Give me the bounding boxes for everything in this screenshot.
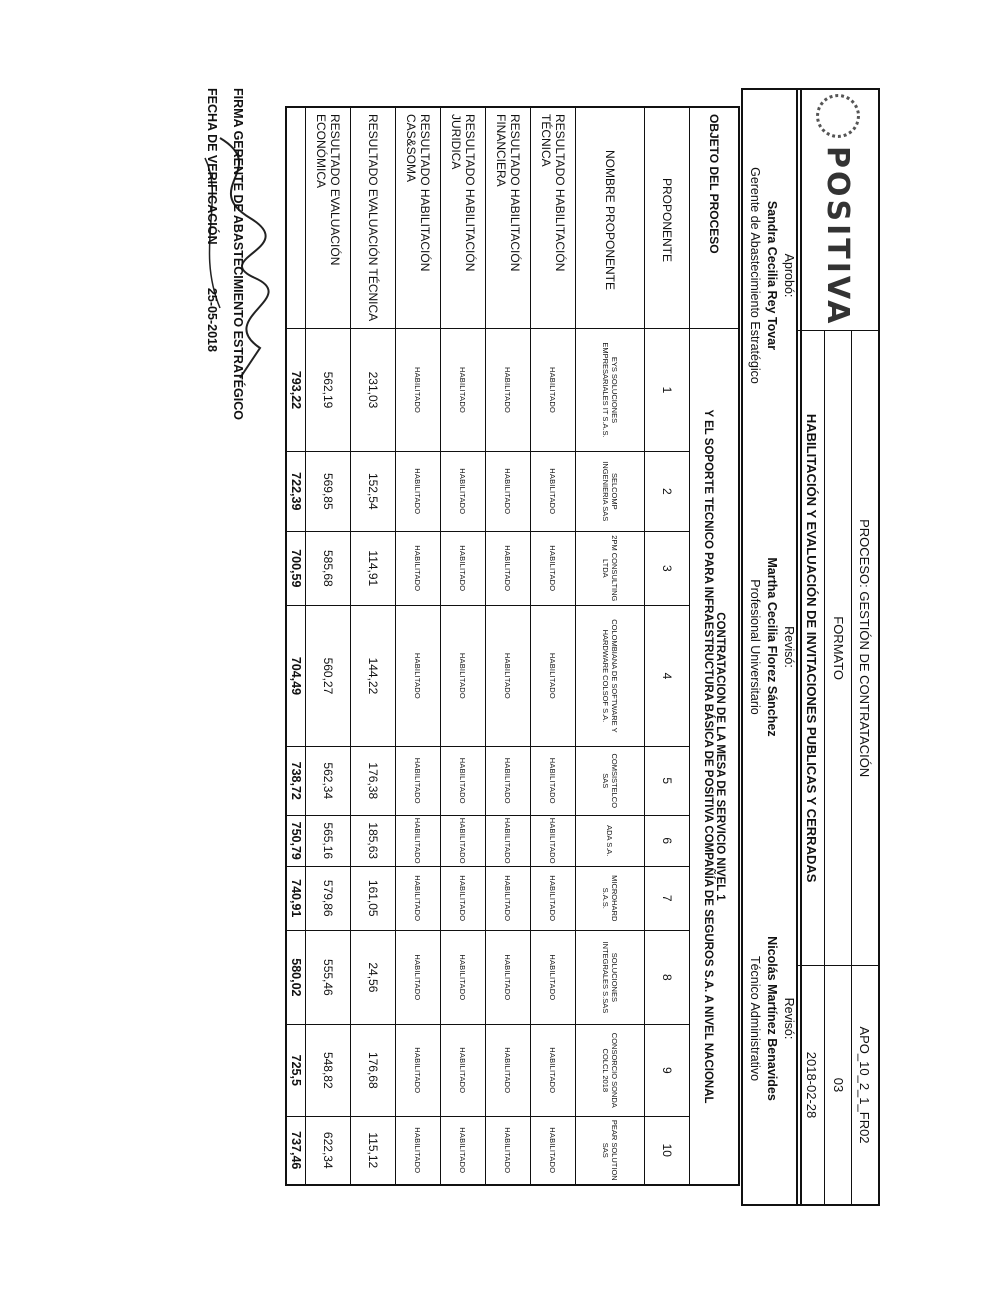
logo-mark-icon bbox=[816, 94, 860, 138]
approval-reviewed-2 bbox=[742, 833, 801, 1205]
habilitacion-financiera-2: HABILITADO bbox=[486, 451, 531, 531]
object-label: OBJETO DEL PROCESO bbox=[690, 107, 740, 329]
proponent-number-6: 6 bbox=[645, 815, 690, 866]
logo-cell bbox=[797, 89, 879, 331]
proponent-name-9: CONSORCIO SONDA COLCL 2018 bbox=[576, 1025, 645, 1117]
habilitacion-cas-3: HABILITADO bbox=[396, 531, 441, 605]
document-version: 03 bbox=[825, 966, 852, 1206]
habilitacion-tecnica-6: HABILITADO bbox=[531, 815, 576, 866]
proponent-number-8: 8 bbox=[645, 930, 690, 1024]
habilitacion-tecnica-7: HABILITADO bbox=[531, 866, 576, 930]
financiera-label: RESULTADO HABILITACIÓN FINANCIERA bbox=[486, 107, 531, 329]
habilitacion-cas-10: HABILITADO bbox=[396, 1116, 441, 1185]
habilitacion-tecnica-9: HABILITADO bbox=[531, 1025, 576, 1117]
habilitacion-juridica-9: HABILITADO bbox=[441, 1025, 486, 1117]
format-title: HABILITACIÓN Y EVALUACIÓN DE INVITACIONES PUBLICAS Y CERRADAS bbox=[797, 331, 825, 966]
proponent-number-10: 10 bbox=[645, 1116, 690, 1185]
positiva-logo bbox=[816, 94, 860, 326]
format-label: FORMATO bbox=[825, 331, 852, 966]
evaluacion-economica-2: 569,85 bbox=[306, 451, 351, 531]
habilitacion-financiera-7: HABILITADO bbox=[486, 866, 531, 930]
habilitacion-cas-1: HABILITADO bbox=[396, 329, 441, 452]
habilitacion-juridica-8: HABILITADO bbox=[441, 930, 486, 1024]
proponente-label: PROPONENTE bbox=[645, 107, 690, 329]
habilitacion-juridica-4: HABILITADO bbox=[441, 606, 486, 747]
approval-approved bbox=[742, 89, 801, 461]
habilitacion-juridica-3: HABILITADO bbox=[441, 531, 486, 605]
document-date: 2018-02-28 bbox=[797, 966, 825, 1206]
document-code: APO_10_2_1_FR02 bbox=[851, 966, 879, 1206]
approval-role: Aprobó: bbox=[782, 253, 796, 298]
approval-title: Técnico Administrativo bbox=[748, 955, 763, 1082]
proponent-number-3: 3 bbox=[645, 531, 690, 605]
approval-title: Gerente de Abastecimiento Estratégico bbox=[748, 167, 763, 384]
total-blank bbox=[286, 107, 306, 329]
proponent-name-6: ADA S.A. bbox=[576, 815, 645, 866]
evaluacion-tecnica-5: 176,38 bbox=[351, 746, 396, 815]
habilitacion-juridica-10: HABILITADO bbox=[441, 1116, 486, 1185]
total-score-2: 722,39 bbox=[286, 451, 306, 531]
total-score-4: 704,49 bbox=[286, 606, 306, 747]
proponent-number-1: 1 bbox=[645, 329, 690, 452]
habilitacion-cas-6: HABILITADO bbox=[396, 815, 441, 866]
habilitacion-tecnica-2: HABILITADO bbox=[531, 451, 576, 531]
proponent-name-1: EYS SOLUCIONES EMPRESARIALES IT S.A.S. bbox=[576, 329, 645, 452]
document-header bbox=[796, 88, 880, 1206]
total-score-1: 793,22 bbox=[286, 329, 306, 452]
object-text-line-1: CONTRATACION DE LA MESA DE SERVICIO NIVEL 1 bbox=[714, 612, 726, 901]
evaluacion-tecnica-10: 115,12 bbox=[351, 1116, 396, 1185]
habilitacion-financiera-9: HABILITADO bbox=[486, 1025, 531, 1117]
habilitacion-juridica-2: HABILITADO bbox=[441, 451, 486, 531]
approval-name: Sandra Cecilia Rey Tovar bbox=[765, 200, 780, 351]
habilitacion-cas-2: HABILITADO bbox=[396, 451, 441, 531]
habilitacion-financiera-4: HABILITADO bbox=[486, 606, 531, 747]
habilitacion-tecnica-5: HABILITADO bbox=[531, 746, 576, 815]
rotated-document bbox=[120, 88, 880, 1206]
total-score-3: 700,59 bbox=[286, 531, 306, 605]
evaluacion-tecnica-9: 176,68 bbox=[351, 1025, 396, 1117]
tecnica-label: RESULTADO HABILITACIÓN TÉCNICA bbox=[531, 107, 576, 329]
evaluacion-tecnica-4: 144,22 bbox=[351, 606, 396, 747]
evaluacion-economica-7: 579,86 bbox=[306, 866, 351, 930]
evaluacion-tecnica-8: 24,56 bbox=[351, 930, 396, 1024]
total-score-5: 738,72 bbox=[286, 746, 306, 815]
habilitacion-tecnica-4: HABILITADO bbox=[531, 606, 576, 747]
proponent-name-8: SOLUCIONES INTEGRALES S.SAS bbox=[576, 930, 645, 1024]
habilitacion-financiera-10: HABILITADO bbox=[486, 1116, 531, 1185]
evaluacion-economica-4: 560,27 bbox=[306, 606, 351, 747]
habilitacion-juridica-7: HABILITADO bbox=[441, 866, 486, 930]
habilitacion-juridica-5: HABILITADO bbox=[441, 746, 486, 815]
total-score-7: 740,91 bbox=[286, 866, 306, 930]
habilitacion-tecnica-8: HABILITADO bbox=[531, 930, 576, 1024]
proponent-name-10: PEAR SOLUTION SAS bbox=[576, 1116, 645, 1185]
evaluacion-tecnica-1: 231,03 bbox=[351, 329, 396, 452]
habilitacion-financiera-6: HABILITADO bbox=[486, 815, 531, 866]
evaluacion-tecnica-7: 161,05 bbox=[351, 866, 396, 930]
approval-name: Martha Cecilia Florez Sánchez bbox=[765, 557, 780, 737]
proponent-number-2: 2 bbox=[645, 451, 690, 531]
habilitacion-juridica-1: HABILITADO bbox=[441, 329, 486, 452]
object-text-line-2: Y EL SOPORTE TECNICO PARA INFRAESTRUCTURA BÁSICA DE POSITIVA COMPAÑÍA DE SEGUROS S.A. A NIVEL NACIONAL bbox=[702, 409, 714, 1104]
proponent-number-9: 9 bbox=[645, 1025, 690, 1117]
evaluacion-economica-8: 555,46 bbox=[306, 930, 351, 1024]
verification-date-line bbox=[205, 88, 219, 788]
habilitacion-tecnica-1: HABILITADO bbox=[531, 329, 576, 452]
object-text bbox=[690, 329, 740, 1186]
nombre-label: NOMBRE PROPONENTE bbox=[576, 107, 645, 329]
habilitacion-tecnica-10: HABILITADO bbox=[531, 1116, 576, 1185]
evaluacion-economica-3: 585,68 bbox=[306, 531, 351, 605]
proponent-name-2: SELCOMP INGENIERIA SAS bbox=[576, 451, 645, 531]
habilitacion-cas-8: HABILITADO bbox=[396, 930, 441, 1024]
evaluacion-economica-10: 622,34 bbox=[306, 1116, 351, 1185]
footer-block bbox=[193, 88, 245, 788]
approval-name: Nicolás Martínez Benavides bbox=[765, 936, 780, 1101]
evaluacion-economica-9: 548,82 bbox=[306, 1025, 351, 1117]
evaluacion-economica-5: 562,34 bbox=[306, 746, 351, 815]
proponent-name-4: COLOMBIANA DE SOFTWARE Y HARDWARE COLSOF S.A. bbox=[576, 606, 645, 747]
habilitacion-cas-7: HABILITADO bbox=[396, 866, 441, 930]
evaluacion-tecnica-2: 152,54 bbox=[351, 451, 396, 531]
eval-tecnica-label: RESULTADO EVALUACIÓN TÉCNICA bbox=[351, 107, 396, 329]
proponent-name-7: MICROHARD S.A.S. bbox=[576, 866, 645, 930]
habilitacion-cas-9: HABILITADO bbox=[396, 1025, 441, 1117]
proponent-number-5: 5 bbox=[645, 746, 690, 815]
signature-line: FIRMA GERENTE DE ABASTECIMIENTO ESTRATÉGICO bbox=[231, 88, 245, 420]
approval-role: Revisó: bbox=[782, 626, 796, 668]
approvals-block bbox=[741, 88, 802, 1206]
proponent-number-4: 4 bbox=[645, 606, 690, 747]
total-score-8: 580,02 bbox=[286, 930, 306, 1024]
habilitacion-juridica-6: HABILITADO bbox=[441, 815, 486, 866]
proponent-number-7: 7 bbox=[645, 866, 690, 930]
juridica-label: RESULTADO HABILITACIÓN JURIDICA bbox=[441, 107, 486, 329]
habilitacion-cas-5: HABILITADO bbox=[396, 746, 441, 815]
logo-text: POSITIVA bbox=[820, 146, 856, 327]
process-title: PROCESO: GESTIÓN DE CONTRATACIÓN bbox=[851, 331, 879, 966]
evaluation-table bbox=[285, 106, 740, 1186]
total-score-6: 750,79 bbox=[286, 815, 306, 866]
cas-label: RESULTADO HABILITACIÓN CAS&SOMA bbox=[396, 107, 441, 329]
habilitacion-tecnica-3: HABILITADO bbox=[531, 531, 576, 605]
total-score-10: 737,46 bbox=[286, 1116, 306, 1185]
verification-date-label: FECHA DE VERIFICACIÓN bbox=[205, 88, 219, 245]
habilitacion-cas-4: HABILITADO bbox=[396, 606, 441, 747]
total-score-9: 725,5 bbox=[286, 1025, 306, 1117]
approval-title: Profesional Universitario bbox=[748, 579, 763, 715]
approval-reviewed-1 bbox=[742, 461, 801, 833]
evaluacion-economica-1: 562,19 bbox=[306, 329, 351, 452]
eval-economica-label: RESULTADO EVALUACIÓN ECONÓMICA bbox=[306, 107, 351, 329]
habilitacion-financiera-5: HABILITADO bbox=[486, 746, 531, 815]
evaluacion-economica-6: 565,16 bbox=[306, 815, 351, 866]
habilitacion-financiera-1: HABILITADO bbox=[486, 329, 531, 452]
approval-role: Revisó: bbox=[782, 997, 796, 1040]
habilitacion-financiera-3: HABILITADO bbox=[486, 531, 531, 605]
proponent-name-3: 2PM CONSULTING LTDA bbox=[576, 531, 645, 605]
proponent-name-5: COMSISTELCO SAS bbox=[576, 746, 645, 815]
habilitacion-financiera-8: HABILITADO bbox=[486, 930, 531, 1024]
evaluacion-tecnica-3: 114,91 bbox=[351, 531, 396, 605]
evaluacion-tecnica-6: 185,63 bbox=[351, 815, 396, 866]
verification-date: 25-05-2018 bbox=[205, 287, 219, 352]
